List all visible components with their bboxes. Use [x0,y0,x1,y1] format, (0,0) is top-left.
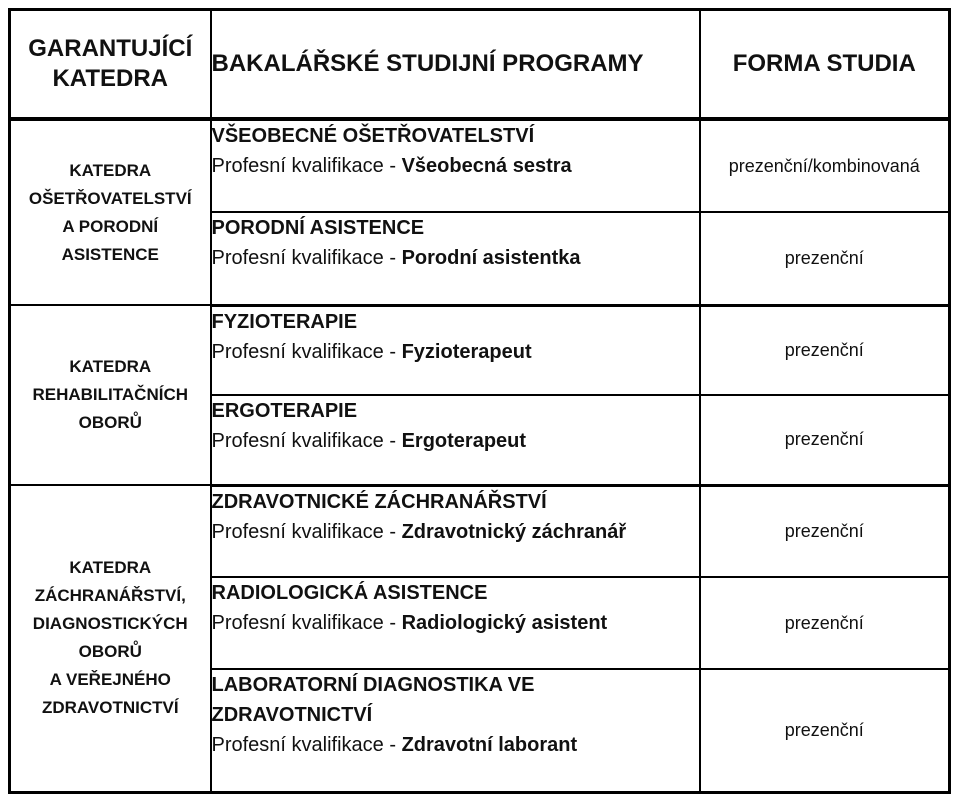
program-cell [211,212,700,305]
table-row [10,485,950,577]
study-form-cell: prezenční/kombinovaná [700,119,950,212]
qualification-prefix: Profesní kvalifikace - [211,520,402,543]
qualification-line [212,730,699,760]
program-name: VŠEOBECNÉ OŠETŘOVATELSTVÍ [211,125,535,147]
study-form-cell: prezenční [700,212,950,305]
qualification-title: Porodní asistentka [401,247,581,269]
qualification-line [212,243,699,273]
study-form-cell: prezenční [700,577,950,669]
program-name: ZDRAVOTNICTVÍ [211,704,373,726]
qualification-title: Zdravotnický záchranář [401,520,627,543]
department-cell [10,119,211,305]
program-cell [211,119,700,212]
department-name-line: A PORODNÍ [62,216,159,236]
study-programs-table [8,8,951,794]
qualification-title: Radiologický asistent [401,612,608,634]
qualification-title: Zdravotní laborant [401,734,578,756]
header-programs: BAKALÁŘSKÉ STUDIJNÍ PROGRAMY [211,10,700,120]
qualification-line [212,608,699,638]
header-department-line-2: KATEDRA [52,65,169,92]
department-name-line: OŠETŘOVATELSTVÍ [28,188,192,208]
program-cell [211,395,700,485]
department-name-line: REHABILITAČNÍCH [32,385,188,404]
program-cell [211,669,700,792]
header-form: FORMA STUDIA [700,10,950,120]
department-name-line: KATEDRA [69,357,152,376]
program-name: ZDRAVOTNICKÉ ZÁCHRANÁŘSTVÍ [211,490,547,513]
department-name-line: A VEŘEJNÉHO [49,670,171,690]
qualification-line [212,517,699,547]
study-form-cell: prezenční [700,669,950,792]
qualification-title: Fyzioterapeut [401,340,532,363]
department-cell [10,485,211,792]
table-row [10,119,950,212]
qualification-prefix: Profesní kvalifikace - [211,612,402,634]
table-row [10,305,950,395]
qualification-title: Všeobecná sestra [401,155,572,177]
program-name: PORODNÍ ASISTENCE [211,217,425,239]
program-name: LABORATORNÍ DIAGNOSTIKA VE [211,674,535,696]
program-name: ERGOTERAPIE [211,400,358,422]
header-row [10,10,950,120]
study-form-cell: prezenční [700,395,950,485]
qualification-line [212,337,699,367]
program-cell [211,305,700,395]
header-department [10,10,211,120]
department-name-line: ASISTENCE [61,244,159,264]
program-cell [211,577,700,669]
department-name-line: ZÁCHRANÁŘSTVÍ, [34,586,186,606]
qualification-line [212,151,699,181]
program-name: FYZIOTERAPIE [211,310,358,333]
department-cell [10,305,211,485]
table-body [10,10,950,793]
program-cell [211,485,700,577]
qualification-prefix: Profesní kvalifikace - [211,430,402,452]
header-department-line-1: GARANTUJÍCÍ [28,35,193,62]
qualification-line [212,426,699,456]
department-name-line: KATEDRA [69,160,152,180]
department-name-line: DIAGNOSTICKÝCH [32,614,188,634]
department-name-line: OBORŮ [78,642,142,662]
qualification-prefix: Profesní kvalifikace - [211,155,402,177]
study-form-cell: prezenční [700,485,950,577]
department-name-line: OBORŮ [78,413,142,432]
study-form-cell: prezenční [700,305,950,395]
qualification-title: Ergoterapeut [401,430,527,452]
qualification-prefix: Profesní kvalifikace - [211,340,402,363]
qualification-prefix: Profesní kvalifikace - [211,247,402,269]
program-name: RADIOLOGICKÁ ASISTENCE [211,582,488,604]
qualification-prefix: Profesní kvalifikace - [211,734,402,756]
department-name-line: KATEDRA [69,558,152,578]
department-name-line: ZDRAVOTNICTVÍ [41,698,179,718]
